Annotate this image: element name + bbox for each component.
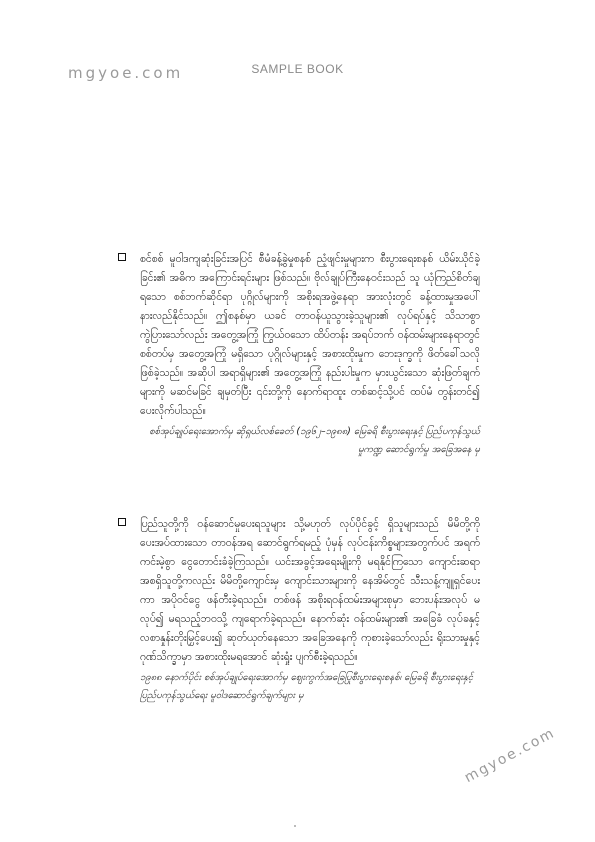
quote-source: စစ်အုပ်ချုပ်ရေးအောက်မှ ဆိုရှယ်လစ်ခေတ် (၁၉၆၂–၁၉၈၈) မြေခရိ စီးပွားရေးနှင့် ပြည်ပကုန်သွယ်မှုကဏ္ဍ ဆောင်ရွက်မှု အခြေအနေ မှ bbox=[149, 426, 480, 455]
watermark-top: mgyoe.com bbox=[68, 64, 184, 82]
page-header: SAMPLE BOOK bbox=[251, 62, 344, 76]
quote-body: စင်စစ် မူဝါဒကျဆုံးခြင်းအပြင် စီမံခန့်ခွဲမှုစနစ် ညံ့ဖျင်းမှုများက စီးပွားရေးစနစ် ယိမ်းယိုင်ခဲ့ခြင်း၏ အဓိက အကြောင်းရင်းများ ဖြစ်သည်။ ဗိုလ်ချုပ်ကြီးနေဝင်းသည် သူ ယုံကြည်စိတ်ချရသော စစ်ဘက်ဆိုင်ရာ ပုဂ္ဂိုလ်များကို အစိုးရအဖွဲ့နေရာ အားလုံးတွင် ခန့်ထားမှုအပေါ် နားလည်နိုင်သည်။ ဤစနစ်မှာ ယခင် တာဝန်ယူသွားခဲ့သူများ၏ လုပ်ရပ်နှင့် သိသာစွာ ကွဲပြားသော်လည်း အတွေ့အကြုံ ကြွယ်ဝသော ထိပ်တန်း အရပ်ဘက် ဝန်ထမ်းများနေရာတွင် စစ်တပ်မှ အတွေ့အကြုံ မရှိသော ပုဂ္ဂိုလ်များနှင့် အစားထိုးမှုက ဘေးဒုက္ခကို ဖိတ်ခေါ်သလို ဖြစ်ခဲ့သည်။ အဆိုပါ အရာရှိများ၏ အတွေ့အကြုံ နည်းပါးမှုက မှားယွင်းသော ဆုံးဖြတ်ချက်များကို မဆင်မခြင် ချမှတ်ပြီး ၎င်းတို့ကို နောက်ရာထူး တစ်ဆင့်သို့ပင် ထပ်မံ တွန်းတင်၍ ပေးလိုက်ပါသည်။ bbox=[140, 253, 480, 417]
quote-block-2 bbox=[118, 515, 480, 705]
square-bullet-icon bbox=[118, 518, 126, 526]
watermark-bottom: mgyoe.com bbox=[462, 724, 559, 787]
quote-source: ၁၉၈၈ နောက်ပိုင်း စစ်အုပ်ချုပ်ရေးအောက်မှ ဈေးကွက်အခြေပြုစီးပွားရေးစနစ်၊ မြေခရိ စီးပွားရေးနှင့် ပြည်ပကုန်သွယ်ရေး မူဝါဒဆောင်ရွက်ချက်များ မှ bbox=[140, 672, 473, 701]
quote-body: ပြည်သူတို့ကို ဝန်ဆောင်မှုပေးရသူများ သို့မဟုတ် လုပ်ပိုင်ခွင့် ရှိသူများသည် မိမိတို့ကို ပေးအပ်ထားသော တာဝန်အရ ဆောင်ရွက်ရမည့် ပုံမှန် လုပ်ငန်းကိစ္စများအတွက်ပင် အရက်ကင်းမဲ့စွာ ငွေတောင်းခံခဲ့ကြသည်။ ယင်းအခွင့်အရေးမျိုးကို မရနိုင်ကြသော ကျောင်းဆရာ အစရှိသူတို့ကလည်း မိမိတို့ကျောင်းမှ ကျောင်းသားများကို နေအိမ်တွင် သီးသန့်ကျူရှင်ပေးကာ အပိုဝင်ငွေ ဖန်တီးခဲ့ရသည်။ တစ်ဖန် အစိုးရဝန်ထမ်းအများစုမှာ ဘေးပန်းအလုပ် မလုပ်၍ မရသည့်ဘဝသို့ ကျရောက်ခဲ့ရသည်။ နောက်ဆုံး ဝန်ထမ်းများ၏ အခြေခံ လုပ်ခနှင့် လစာနှုန်းတိုးမြှင့်ပေး၍ ဆုတ်ယုတ်နေသော အခြေအနေကို ကုစားခဲ့သော်လည်း ရိုးသားမှုနှင့် ဂုဏ်သိက္ခာမှာ အစားထိုးမရအောင် ဆုံးရှုံး ပျက်စီးခဲ့ရသည်။ bbox=[140, 518, 480, 663]
square-bullet-icon bbox=[118, 253, 126, 261]
page-dot bbox=[294, 825, 296, 827]
quote-block-1 bbox=[118, 250, 480, 459]
